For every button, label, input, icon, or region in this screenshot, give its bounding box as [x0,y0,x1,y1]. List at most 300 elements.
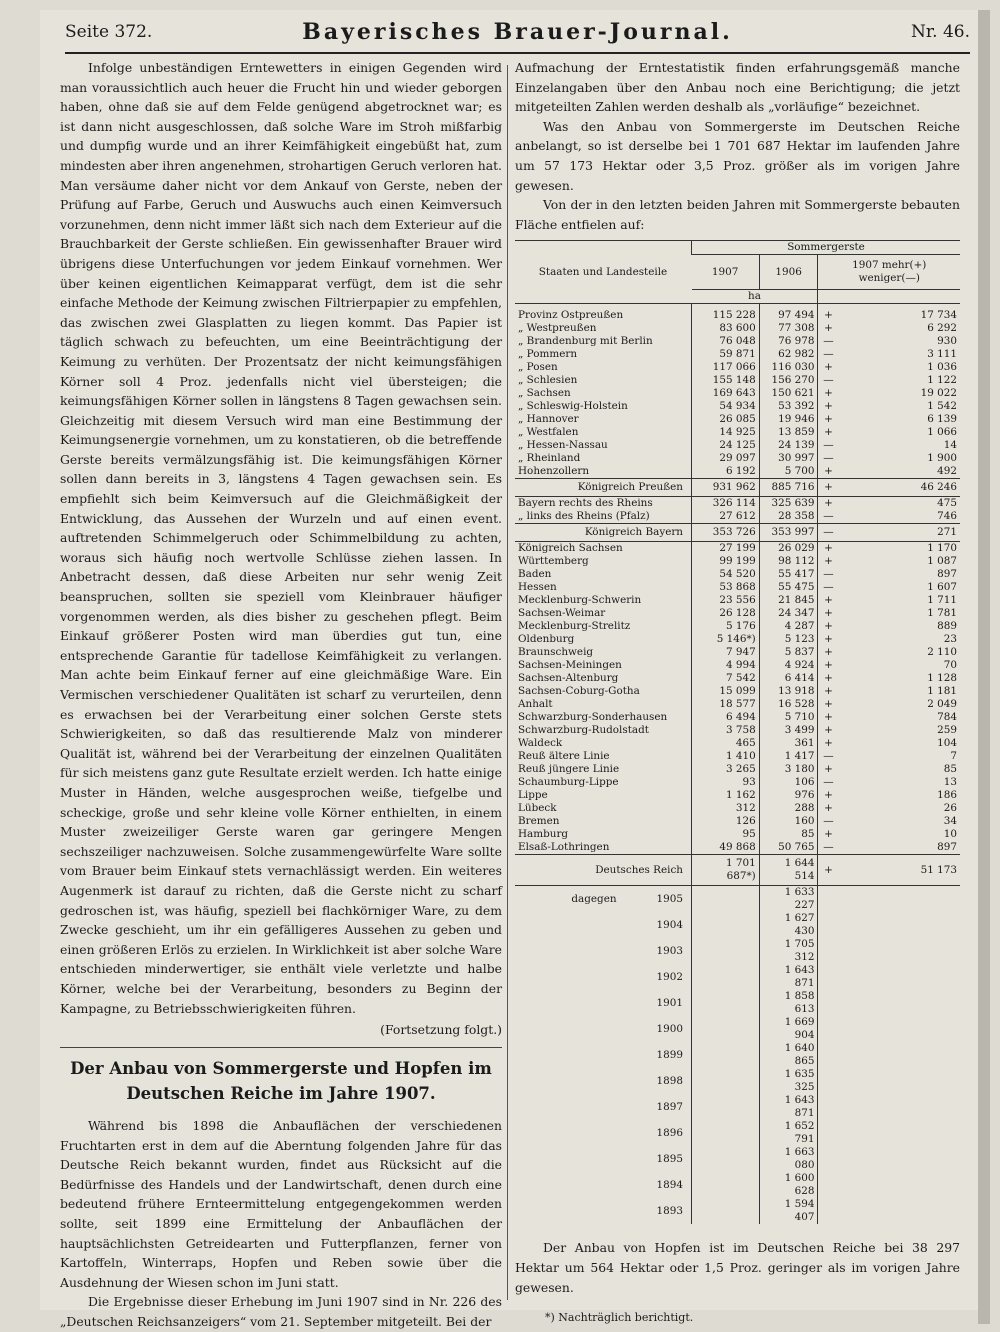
row-name: „ Westpreußen [515,322,692,335]
diff-value: 51 173 [838,855,960,886]
row-name: Elsaß-Lothringen [515,841,692,855]
history-row [515,1120,960,1146]
diff-sign: + [824,400,833,413]
diff-sign: + [818,855,839,886]
history-empty [818,1016,960,1042]
row-name: Schaumburg-Lippe [515,776,692,789]
row-name: Württemberg [515,555,692,568]
value-1907: 54 934 [692,400,760,413]
history-empty [692,912,760,938]
diff-sign: + [824,309,833,322]
table-row [515,361,960,374]
value-1907: 23 556 [692,594,760,607]
diff-value: 85 [943,763,957,776]
history-value: 1 633 227 [759,886,818,913]
diff-sign: + [824,802,833,815]
table-row [515,633,960,646]
history-year-text: 1899 [656,1048,683,1061]
history-row [515,1094,960,1120]
history-year [515,1068,692,1094]
value-1907: 115 228 [692,309,760,322]
value-1906: 3 499 [759,724,818,737]
value-1907: 27 199 [692,542,760,556]
footnote: *) Nachträglich berichtigt. [545,1311,694,1325]
history-year-text: 1897 [656,1100,683,1113]
diff-value: 2 110 [927,646,957,659]
diff-value: 46 246 [838,479,960,497]
table-head-group: Sommergerste [692,241,961,255]
section-paragraph-2: Die Ergebnisse dieser Erhebung im Juni 1907 sind in Nr. 226 des „Deutschen Reichsanzeigers“ vom 21. September mitgeteilt. Bei der [60,1294,502,1330]
history-empty [692,1042,760,1068]
diff-value: 1 128 [927,672,957,685]
value-1906: 885 716 [759,479,818,497]
right-paragraph-1: Aufmachung der Erntestatistik finden erfahrungsgemäß manche Einzelangaben über den Anbau noch eine Berichtigung; die jetzt mitgeteilten Zahlen werden deshalb als „vorläufige“ bezeichnet. [515,60,960,115]
issue-number: Nr. 46. [911,22,970,42]
diff-value: 26 [943,802,957,815]
table-row [515,348,960,361]
diff-value: 1 122 [927,374,957,387]
diff-sign: — [823,581,834,594]
right-column [515,58,960,1325]
diff-value: 6 292 [927,322,957,335]
history-row [515,1042,960,1068]
row-name: Bayern rechts des Rheins [515,497,692,511]
barley-area-table [515,240,960,1224]
history-year [515,1042,692,1068]
row-name: Bremen [515,815,692,828]
value-1906: 6 414 [759,672,818,685]
value-1907: 931 962 [692,479,760,497]
history-year-text: 1901 [656,996,683,1009]
value-1907: 95 [692,828,760,841]
value-1906: 50 765 [759,841,818,855]
history-value: 1 600 628 [759,1172,818,1198]
value-1907: 312 [692,802,760,815]
history-empty [692,938,760,964]
history-year-text: 1894 [656,1178,683,1191]
row-name: Oldenburg [515,633,692,646]
history-year [515,1016,692,1042]
diff-sign: + [824,607,833,620]
row-name: Hamburg [515,828,692,841]
history-empty [818,964,960,990]
diff-sign: + [824,465,833,478]
value-1907: 59 871 [692,348,760,361]
value-1907: 1 410 [692,750,760,763]
table-row [515,685,960,698]
value-1906: 5 123 [759,633,818,646]
value-1907: 6 192 [692,465,760,479]
row-name: „ Hannover [515,413,692,426]
page-number: Seite 372. [65,22,153,42]
history-year [515,1146,692,1172]
history-value: 1 627 430 [759,912,818,938]
table-row [515,737,960,750]
history-empty [692,886,760,913]
value-1906: 97 494 [759,309,818,322]
history-year-text: 1902 [656,970,683,983]
diff-value: 492 [937,465,957,478]
value-1906: 55 417 [759,568,818,581]
diff-value: 1 607 [927,581,957,594]
value-1907: 117 066 [692,361,760,374]
value-1907: 26 128 [692,607,760,620]
diff-value: 1 181 [927,685,957,698]
diff-value: 104 [937,737,957,750]
diff-value: 23 [943,633,957,646]
diff-sign: — [823,841,834,854]
diff-sign: + [824,724,833,737]
table-row [515,711,960,724]
value-1907: 93 [692,776,760,789]
table-row [515,335,960,348]
table-head-1906: 1906 [759,255,818,290]
history-empty [692,1120,760,1146]
diff-value: 897 [937,841,957,854]
table-head-1907: 1907 [692,255,760,290]
diff-value: 186 [937,789,957,802]
row-name: Königreich Preußen [515,479,692,497]
diff-sign: — [823,815,834,828]
row-name: Lippe [515,789,692,802]
table-row [515,828,960,841]
history-year [515,938,692,964]
value-1907: 27 612 [692,510,760,524]
row-name: „ links des Rheins (Pfalz) [515,510,692,524]
diff-value: 475 [937,497,957,510]
history-value: 1 705 312 [759,938,818,964]
history-year [515,1094,692,1120]
history-value: 1 635 325 [759,1068,818,1094]
value-1906: 160 [759,815,818,828]
row-name: Sachsen-Coburg-Gotha [515,685,692,698]
history-empty [818,1068,960,1094]
value-1907: 24 125 [692,439,760,452]
history-empty [692,1146,760,1172]
value-1907: 6 494 [692,711,760,724]
diff-sign: + [824,413,833,426]
table-total-row [515,524,960,542]
diff-value: 746 [937,510,957,523]
row-name: „ Pommern [515,348,692,361]
table-row [515,620,960,633]
value-1906: 13 859 [759,426,818,439]
history-year-text: 1893 [656,1204,683,1217]
row-name: Sachsen-Altenburg [515,672,692,685]
table-row [515,776,960,789]
right-paragraph-2: Was den Anbau von Sommergerste im Deutschen Reiche anbelangt, so ist derselbe bei 1 701 687 Hektar im laufenden Jahre um 57 173 Hektar oder 3,5 Proz. größer als im vorigen Jahre gewesen. [515,118,960,193]
history-year [515,964,692,990]
table-head-unit: ha [692,290,818,304]
row-name: Baden [515,568,692,581]
diff-value: 34 [943,815,957,828]
history-row [515,1068,960,1094]
row-name: „ Rheinland [515,452,692,465]
value-1907: 5 146*) [692,633,760,646]
row-name: Sachsen-Weimar [515,607,692,620]
value-1907: 53 868 [692,581,760,594]
row-name: Mecklenburg-Schwerin [515,594,692,607]
continuation-note: (Fortsetzung folgt.) [380,1022,502,1038]
diff-value: 13 [943,776,957,789]
history-value: 1 669 904 [759,1016,818,1042]
history-row [515,1016,960,1042]
value-1906: 1 644 514 [759,855,818,886]
table-body [515,304,960,1225]
row-name: „ Schleswig-Holstein [515,400,692,413]
history-row [515,1172,960,1198]
diff-sign: — [823,439,834,452]
table-row [515,452,960,465]
history-year-text: 1895 [656,1152,683,1165]
history-empty [692,1094,760,1120]
history-empty [818,1120,960,1146]
value-1907: 465 [692,737,760,750]
left-column [60,58,502,1330]
history-empty [818,1172,960,1198]
table-row [515,413,960,426]
value-1907: 14 925 [692,426,760,439]
diff-value: 259 [937,724,957,737]
row-name: „ Westfalen [515,426,692,439]
value-1907: 15 099 [692,685,760,698]
table-row [515,568,960,581]
history-value: 1 858 613 [759,990,818,1016]
diff-sign: + [818,479,839,497]
history-empty [692,1198,760,1224]
diff-value: 3 111 [927,348,957,361]
table-row [515,374,960,387]
table-row [515,594,960,607]
diff-sign: + [824,555,833,568]
value-1907: 5 176 [692,620,760,633]
value-1906: 4 924 [759,659,818,672]
diff-sign: + [824,426,833,439]
table-row [515,465,960,479]
history-year [515,912,692,938]
diff-value: 14 [943,439,957,452]
history-empty [818,1094,960,1120]
column-divider [507,65,508,1300]
history-empty [818,1042,960,1068]
section-divider [60,1047,502,1048]
table-row [515,309,960,322]
diff-value: 1 087 [927,555,957,568]
value-1907: 49 868 [692,841,760,855]
history-value: 1 643 871 [759,964,818,990]
table-row [515,802,960,815]
diff-value: 10 [943,828,957,841]
history-row [515,1198,960,1224]
right-paragraph-4: Der Anbau von Hopfen ist im Deutschen Reiche bei 38 297 Hektar um 564 Hektar oder 1,5 Proz. geringer als im vorigen Jahre gewesen. [515,1240,960,1295]
diff-value: 1 036 [927,361,957,374]
row-name: „ Brandenburg mit Berlin [515,335,692,348]
table-total-row [515,479,960,497]
row-name: Braunschweig [515,646,692,659]
value-1906: 19 946 [759,413,818,426]
history-empty [818,912,960,938]
history-year-text: 1900 [656,1022,683,1035]
history-year [515,1198,692,1224]
value-1906: 116 030 [759,361,818,374]
diff-sign: + [824,387,833,400]
diff-sign: + [824,763,833,776]
diff-sign: + [824,497,833,510]
table-row [515,815,960,828]
table-row [515,607,960,620]
table-row [515,387,960,400]
diff-value: 2 049 [927,698,957,711]
history-year [515,886,692,913]
value-1906: 76 978 [759,335,818,348]
table-row [515,672,960,685]
diff-sign: + [824,685,833,698]
value-1906: 98 112 [759,555,818,568]
row-name: „ Hessen-Nassau [515,439,692,452]
value-1907: 3 265 [692,763,760,776]
journal-title: Bayerisches Brauer-Journal. [302,19,733,45]
history-empty [818,938,960,964]
value-1907: 1 162 [692,789,760,802]
value-1906: 150 621 [759,387,818,400]
page-edge-shadow [978,10,990,1324]
value-1906: 4 287 [759,620,818,633]
value-1906: 13 918 [759,685,818,698]
diff-value: 7 [950,750,957,763]
value-1906: 106 [759,776,818,789]
history-label: dagegen [571,892,617,905]
row-name: Hohenzollern [515,465,692,479]
diff-sign: + [824,698,833,711]
diff-sign: + [824,737,833,750]
table-row [515,659,960,672]
history-row [515,1146,960,1172]
value-1907: 83 600 [692,322,760,335]
value-1906: 24 139 [759,439,818,452]
diff-value: 271 [838,524,960,542]
value-1906: 62 982 [759,348,818,361]
table-row [515,542,960,556]
value-1906: 353 997 [759,524,818,542]
value-1906: 53 392 [759,400,818,413]
table-row [515,400,960,413]
diff-value: 889 [937,620,957,633]
history-value: 1 652 791 [759,1120,818,1146]
value-1907: 155 148 [692,374,760,387]
value-1907: 326 114 [692,497,760,511]
section-paragraph-1: Während bis 1898 die Anbauflächen der verschiedenen Fruchtarten erst in dem auf die Aberntung folgenden Jahre für das Deutsche Reich bekannt wurden, findet aus Rücksicht auf die Bedürfnisse des Handels und der Landwirtschaft, denen durch eine bedeutend frühere Ernteermittelung entgegengekommen werden sollte, seit 1899 eine Ermittelung der Anbauflächen der hauptsächlichsten Getreidearten und Futterpflanzen, ferner von Kartoffeln, Winterraps, Hopfen und Reben sowie über die Ausdehnung der Wiesen schon im Juni statt. [60,1118,502,1290]
row-name: „ Schlesien [515,374,692,387]
history-empty [818,886,960,913]
row-name: Schwarzburg-Sonderhausen [515,711,692,724]
history-year-text: 1898 [656,1074,683,1087]
value-1906: 976 [759,789,818,802]
table-row [515,789,960,802]
value-1907: 126 [692,815,760,828]
row-name: Königreich Sachsen [515,542,692,556]
row-name: „ Sachsen [515,387,692,400]
diff-sign: — [818,524,839,542]
table-row [515,698,960,711]
row-name: Lübeck [515,802,692,815]
diff-sign: — [823,452,834,465]
row-name: Mecklenburg-Strelitz [515,620,692,633]
value-1906: 156 270 [759,374,818,387]
history-empty [692,1068,760,1094]
history-row [515,912,960,938]
diff-value: 6 139 [927,413,957,426]
value-1906: 55 475 [759,581,818,594]
table-row [515,426,960,439]
diff-value: 1 066 [927,426,957,439]
value-1907: 54 520 [692,568,760,581]
row-name: Provinz Ostpreußen [515,309,692,322]
diff-sign: — [823,568,834,581]
table-row [515,724,960,737]
diff-sign: + [824,542,833,555]
table-row [515,750,960,763]
history-value: 1 663 080 [759,1146,818,1172]
table-row [515,841,960,855]
diff-sign: — [823,374,834,387]
value-1906: 5 710 [759,711,818,724]
history-year-text: 1896 [656,1126,683,1139]
diff-sign: + [824,361,833,374]
diff-sign: — [823,750,834,763]
value-1907: 26 085 [692,413,760,426]
diff-sign: — [823,776,834,789]
history-year-text: 1904 [656,918,683,931]
value-1906: 30 997 [759,452,818,465]
value-1906: 28 358 [759,510,818,524]
value-1907: 76 048 [692,335,760,348]
value-1907: 7 542 [692,672,760,685]
diff-value: 897 [937,568,957,581]
value-1906: 325 639 [759,497,818,511]
diff-value: 1 900 [927,452,957,465]
diff-sign: + [824,646,833,659]
value-1907: 18 577 [692,698,760,711]
table-head-diff: 1907 mehr(+) weniger(—) [818,255,960,290]
history-row [515,886,960,913]
value-1907: 99 199 [692,555,760,568]
diff-value: 1 170 [927,542,957,555]
diff-sign: + [824,828,833,841]
row-name: Reuß ältere Linie [515,750,692,763]
value-1906: 5 837 [759,646,818,659]
row-name: Königreich Bayern [515,524,692,542]
history-empty [692,1016,760,1042]
value-1906: 5 700 [759,465,818,479]
diff-sign: — [823,335,834,348]
value-1906: 361 [759,737,818,750]
diff-value: 1 542 [927,400,957,413]
value-1906: 85 [759,828,818,841]
value-1906: 26 029 [759,542,818,556]
row-name: „ Posen [515,361,692,374]
article-paragraph: Infolge unbeständigen Erntewetters in einigen Gegenden wird man voraussichtlich auch heuer die Frucht hin und wieder geborgen haben, ohne daß sie auf dem Felde genügend abgetrocknet war; es ist dann nicht ausgeschlossen, daß solche Ware im Stroh mißfarbig und dumpfig wurde und an ihrer Keimfähigkeit eingebüßt hat, zum mindesten aber ihren angenehmen, strohartigen Geruch verloren hat. Man versäume daher nicht vor dem Ankauf von Gerste, neben der Prüfung auf Farbe, Geruch und Auswuchs auch einen Keimversuch vorzunehmen, denn nicht immer läßt sich nach dem Exterieur auf die Brauchbarkeit der Gerste schließen. Ein gewissenhafter Brauer wird übrigens diese Unterfuchungen vor jedem Einkauf vornehmen. Wer über keinen eigentlichen Keimapparat verfügt, dem ist die sehr einfache Methode der Keimung zwischen Filtrierpapier zu empfehlen, das zwischen zwei Glasplatten zu liegen kommt. Das Papier ist täglich schwach zu befeuchten, um eine Beeinträchtigung der Keimung zu verhüten. Der Prozentsatz der nicht keimungsfähigen Körner soll 4 Proz. jedenfalls nicht viel übersteigen; die keimungsfähigen Körner sollen in längstens 8 Tagen gewachsen sein. Gleichzeitig mit diesem Versuch wird man eine Bestimmung der Keimungsenergie vornehmen, um zu konstatieren, ob die betreffende Gerste bereits vermälzungsfähig ist. Die keimungsfähigen Körner sollen dann bereits in 3, längstens 4 Tagen gewachsen sein. Es empfiehlt sich beim Keimversuch auf die Gleichmäßigkeit der Entwicklung, das Aussehen der Wurzeln und auf einen event. auftretenden Schimmelgeruch oder Schimmelbildung zu achten, woraus sich häufig noch wertvolle Schlüsse ziehen lassen. In Anbetracht dessen, daß diese Arbeiten nur sehr wenig Zeit beanspruchen, sollten sie speziell vom Kleinbrauer häufiger vorgenommen werden, als dies bisher zu geschehen pflegt. Beim Einkauf größerer Posten wird man überdies gut tun, eine entsprechende Garantie für tadellose Keimfähigkeit zu verlangen. Man achte beim Einkauf ferner auf eine gleichmäßige Ware. Ein Vermischen verschiedener Qualitäten ist scharf zu verurteilen, denn es erwachsen bei der Verarbeitung einer solchen Gerste stets Schwierigkeiten, so daß das resultierende Malz von minderer Qualität ist, während bei der Verarbeitung der einzelnen Qualitäten für sich meistens ganz gute Resultate erzielt werden. Ich hatte einige Muster in Händen, welche ausgesprochen weiße, tiefgelbe und scheckige, große und sehr kleine volle Körner enthielten, in einem Muster zweizeiliger Gerste waren gar geringere Mengen sechszeiliger nachzuweisen. Solche zusammengewürfelte Ware sollte vom Brauer beim Einkauf stets vernachlässigt werden. Ein weiteres Augenmerk ist darauf zu richten, daß die Gerste nicht zu scharf gedroschen ist, was häufig, speziell bei flachkörniger Ware, zu dem Zwecke geschieht, um ihr ein gefälligeres Aussehen zu geben und einen größeren Erlös zu erzielen. In Wirklichkeit ist aber solche Ware entschieden minderwertiger, sie enthält viele verletzte und halbe Körner, welche bei der Verarbeitung, besonders zu Beginn der Kampagne, zu Betriebsschwierigkeiten führen. [60,60,502,1016]
page-header [65,18,970,54]
history-empty [818,990,960,1016]
history-value: 1 640 865 [759,1042,818,1068]
diff-value: 930 [937,335,957,348]
row-name: Waldeck [515,737,692,750]
history-empty [692,1172,760,1198]
value-1907: 4 994 [692,659,760,672]
history-empty [818,1146,960,1172]
diff-value: 17 734 [920,309,957,322]
value-1906: 3 180 [759,763,818,776]
